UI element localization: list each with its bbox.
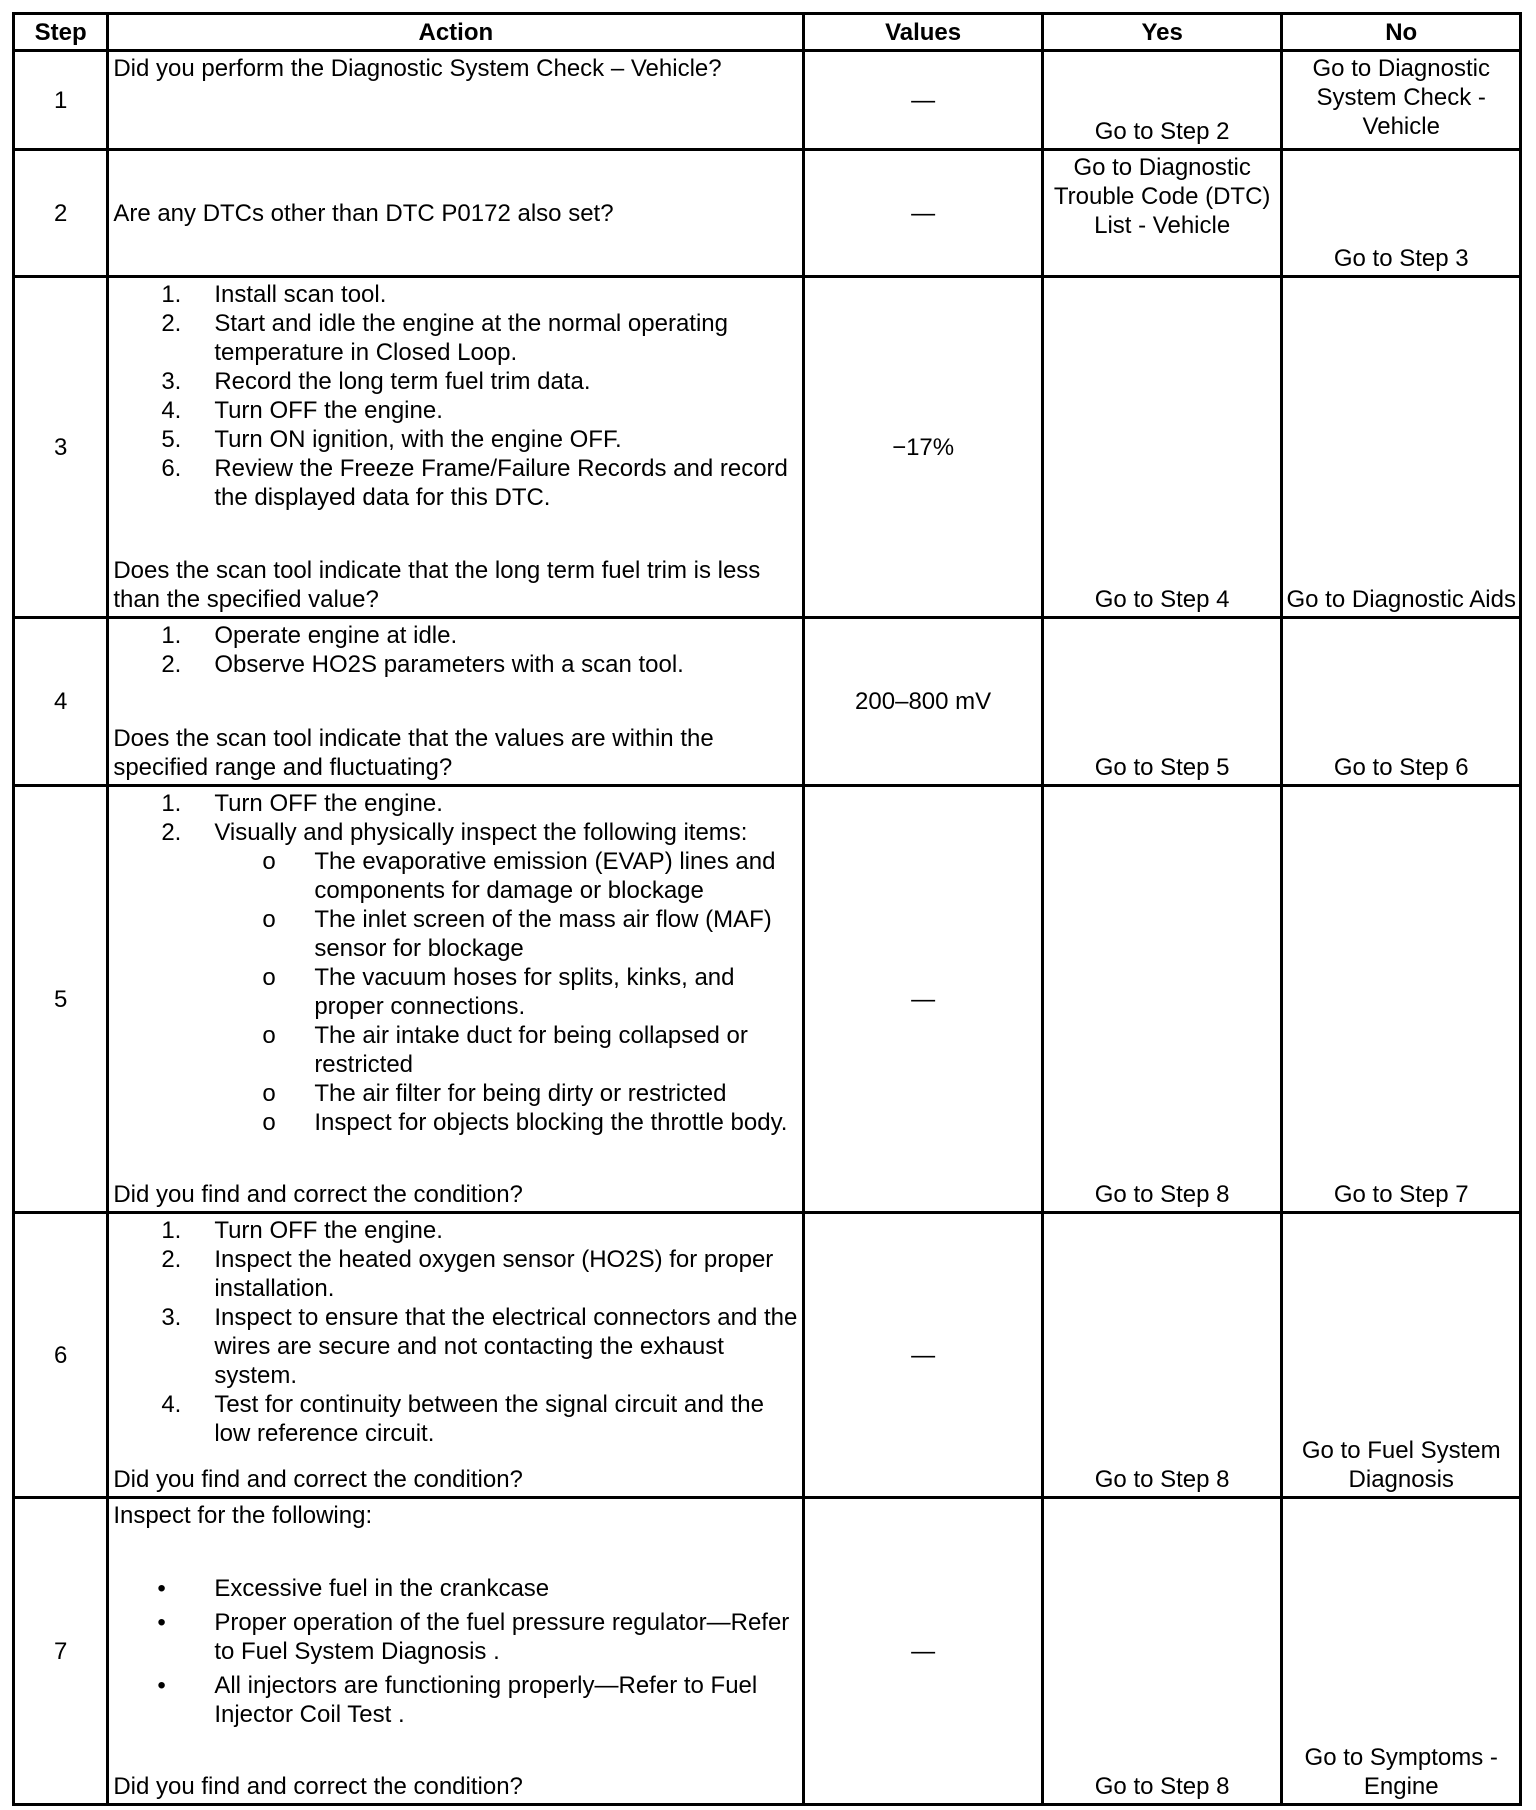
list-item: 4. Test for continuity between the signal circuit and the low reference circuit. xyxy=(161,1391,764,1447)
step-list xyxy=(113,280,800,512)
action-question: Did you find and correct the condition? xyxy=(113,1181,523,1208)
value-cell: — xyxy=(804,1213,1043,1498)
sub-list-item: o The air intake duct for being collapsed or restricted xyxy=(314,1021,800,1079)
yes-cell: Go to Step 5 xyxy=(1042,618,1282,786)
list-item: 4. Turn OFF the engine. xyxy=(161,397,443,424)
header-yes: Yes xyxy=(1042,14,1282,51)
step-list xyxy=(113,789,800,847)
yes-cell: Go to Step 4 xyxy=(1042,277,1282,618)
step-number: 7 xyxy=(14,1498,108,1805)
no-cell: Go to Step 7 xyxy=(1282,786,1521,1213)
step-list xyxy=(113,621,800,679)
list-item: 1. Install scan tool. xyxy=(161,281,387,308)
list-item: • Excessive fuel in the crankcase xyxy=(214,1574,800,1603)
bullet-list xyxy=(113,1574,800,1729)
bullet-dot-icon: • xyxy=(157,1575,166,1602)
step-number: 6 xyxy=(14,1213,108,1498)
no-cell: Go to Diagnostic Aids xyxy=(1282,277,1521,618)
list-item: 6. Review the Freeze Frame/Failure Records and record the displayed data for this DTC. xyxy=(161,455,788,511)
value-cell: 200–800 mV xyxy=(804,618,1043,786)
list-item: 2. Observe HO2S parameters with a scan tool. xyxy=(161,651,684,678)
sub-list-item: o The air filter for being dirty or restricted xyxy=(314,1079,800,1108)
list-item: 1. Turn OFF the engine. xyxy=(161,790,443,817)
list-item: 2. Start and idle the engine at the normal operating temperature in Closed Loop. xyxy=(161,310,728,366)
list-item: 2. Visually and physically inspect the following items: xyxy=(161,819,748,846)
action-question: Does the scan tool indicate that the long term fuel trim is less than the specified value? xyxy=(113,557,761,613)
action-cell xyxy=(108,51,804,150)
table-row xyxy=(14,51,1521,150)
header-values: Values xyxy=(804,14,1043,51)
table-row xyxy=(14,1213,1521,1498)
action-cell xyxy=(108,618,804,786)
action-cell xyxy=(108,1498,804,1805)
table-row xyxy=(14,786,1521,1213)
action-question: Are any DTCs other than DTC P0172 also set? xyxy=(113,199,614,227)
sub-list xyxy=(214,847,800,1137)
step-number: 1 xyxy=(14,51,108,150)
step-number: 3 xyxy=(14,277,108,618)
no-cell: Go to Step 6 xyxy=(1282,618,1521,786)
action-question: Does the scan tool indicate that the values are within the specified range and fluctuating? xyxy=(113,725,714,781)
yes-cell: Go to Step 2 xyxy=(1042,51,1282,150)
value-cell: −17% xyxy=(804,277,1043,618)
sub-list-item: o The evaporative emission (EVAP) lines and components for damage or blockage xyxy=(314,847,800,905)
action-question: Did you find and correct the condition? xyxy=(113,1773,523,1800)
value-cell: — xyxy=(804,786,1043,1213)
step-number: 5 xyxy=(14,786,108,1213)
step-number: 4 xyxy=(14,618,108,786)
sub-list-item: o The inlet screen of the mass air flow (MAF) sensor for blockage xyxy=(314,905,800,963)
list-item: • Proper operation of the fuel pressure regulator—Refer to Fuel System Diagnosis . xyxy=(214,1608,800,1666)
list-item: • All injectors are functioning properly—Refer to Fuel Injector Coil Test . xyxy=(214,1671,800,1729)
no-cell: Go to Diagnostic System Check - Vehicle xyxy=(1282,51,1521,150)
list-item: 3. Inspect to ensure that the electrical connectors and the wires are secure and not contacting the exhaust system. xyxy=(161,1304,798,1389)
header-step: Step xyxy=(14,14,108,51)
yes-cell: Go to Step 8 xyxy=(1042,1213,1282,1498)
circle-bullet-icon: o xyxy=(262,1109,276,1136)
sub-list-item: o Inspect for objects blocking the throttle body. xyxy=(314,1108,800,1137)
list-item: 5. Turn ON ignition, with the engine OFF. xyxy=(161,426,622,453)
diagnostic-table xyxy=(12,12,1522,1806)
action-question: Did you find and correct the condition? xyxy=(113,1466,523,1493)
yes-cell: Go to Step 8 xyxy=(1042,786,1282,1213)
list-item: 2. Inspect the heated oxygen sensor (HO2S) for proper installation. xyxy=(161,1246,774,1302)
circle-bullet-icon: o xyxy=(262,906,276,933)
circle-bullet-icon: o xyxy=(262,964,276,991)
table-row xyxy=(14,1498,1521,1805)
circle-bullet-icon: o xyxy=(262,1022,276,1049)
list-item: 1. Operate engine at idle. xyxy=(161,622,458,649)
list-item: 3. Record the long term fuel trim data. xyxy=(161,368,591,395)
action-cell xyxy=(108,150,804,277)
header-row xyxy=(14,14,1521,51)
action-cell xyxy=(108,786,804,1213)
value-cell: — xyxy=(804,1498,1043,1805)
no-cell: Go to Symptoms - Engine xyxy=(1282,1498,1521,1805)
circle-bullet-icon: o xyxy=(262,1080,276,1107)
value-cell: — xyxy=(804,150,1043,277)
action-cell xyxy=(108,277,804,618)
sub-list-item: o The vacuum hoses for splits, kinks, and proper connections. xyxy=(314,963,800,1021)
diagnostic-table-sheet xyxy=(12,12,1522,1806)
table-row xyxy=(14,618,1521,786)
circle-bullet-icon: o xyxy=(262,848,276,875)
table-row xyxy=(14,150,1521,277)
list-item: 1. Turn OFF the engine. xyxy=(161,1217,443,1244)
yes-cell: Go to Step 8 xyxy=(1042,1498,1282,1805)
table-row xyxy=(14,277,1521,618)
action-cell xyxy=(108,1213,804,1498)
header-no: No xyxy=(1282,14,1521,51)
yes-cell: Go to Diagnostic Trouble Code (DTC) List - Vehicle xyxy=(1042,150,1282,277)
no-cell: Go to Fuel System Diagnosis xyxy=(1282,1213,1521,1498)
bullet-dot-icon: • xyxy=(157,1609,166,1636)
action-intro: Inspect for the following: xyxy=(113,1502,373,1529)
step-list xyxy=(113,1216,800,1448)
no-cell: Go to Step 3 xyxy=(1282,150,1521,277)
value-cell: — xyxy=(804,51,1043,150)
header-action: Action xyxy=(108,14,804,51)
bullet-dot-icon: • xyxy=(157,1672,166,1699)
action-question: Did you perform the Diagnostic System Check – Vehicle? xyxy=(113,55,722,82)
step-number: 2 xyxy=(14,150,108,277)
